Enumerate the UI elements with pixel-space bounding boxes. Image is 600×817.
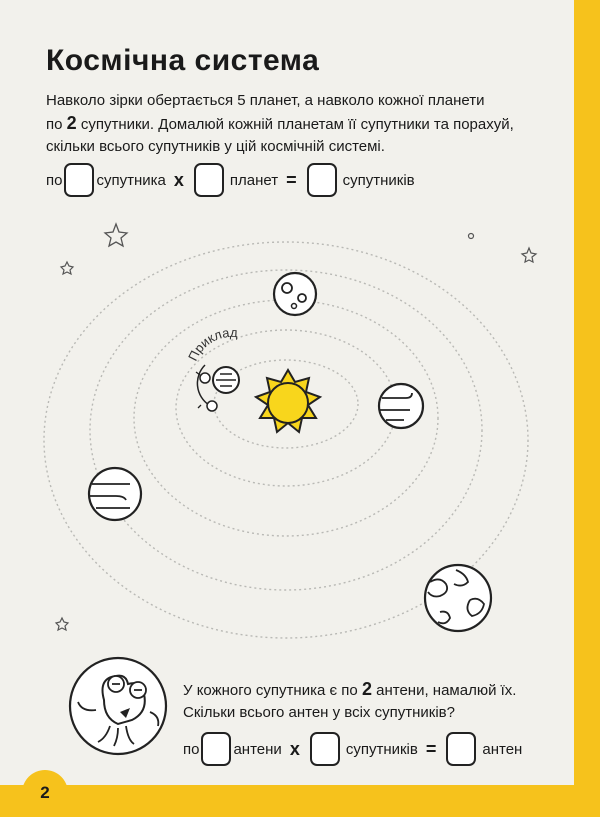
star-icon	[61, 262, 73, 274]
page-number: 2	[22, 770, 68, 816]
question-antennas	[183, 678, 516, 724]
eq1-word-satellite: супутника	[96, 171, 166, 189]
intro-number: 2	[66, 113, 77, 133]
star-icon	[522, 248, 536, 262]
planet-left-icon	[89, 468, 141, 520]
eq2-word-antenna: антени	[233, 740, 282, 758]
eq2-word-po: по	[183, 740, 200, 758]
star-icon	[105, 224, 127, 246]
q2-line-2: Скільки всього антен у всіх супутників?	[183, 704, 455, 721]
orbit-4	[90, 270, 482, 590]
sun-icon	[256, 370, 320, 432]
equation-antennas	[183, 732, 522, 766]
eq1-word-satellites: супутників	[342, 171, 415, 189]
intro-line-2-pre: по	[46, 116, 67, 133]
planet-bottom-right-icon	[425, 565, 491, 631]
eq2-equals-sign: =	[425, 738, 437, 759]
eq2-answer-box-2[interactable]	[310, 732, 340, 766]
eq2-answer-box-3[interactable]	[446, 732, 476, 766]
page-title: Космічна система	[46, 44, 320, 77]
intro-line-1: Навколо зірки обертається 5 планет, а навколо кожної планети	[46, 92, 485, 109]
eq1-word-po: по	[46, 171, 63, 189]
eq1-word-planets: планет	[229, 171, 279, 189]
q2-number: 2	[361, 679, 372, 699]
intro-line-3: скільки всього супутників у цій космічній системі.	[46, 138, 385, 155]
example-planet-icon	[196, 365, 239, 411]
q2-line-1-pre: У кожного супутника є по	[183, 682, 362, 699]
small-dot-icon	[469, 234, 474, 239]
example-label: Приклад	[185, 324, 239, 364]
eq2-multiply-sign: x	[289, 738, 300, 759]
eq2-answer-box-1[interactable]	[201, 732, 231, 766]
eq2-word-satellites: супутників	[345, 740, 418, 758]
planet-right-icon	[379, 384, 423, 428]
planet-top-icon	[274, 273, 316, 315]
eq1-equals-sign: =	[286, 169, 297, 190]
q2-line-1-post: антени, намалюй їх.	[371, 682, 517, 699]
eq1-multiply-sign: x	[173, 169, 184, 190]
intro-line-2-post: супутники. Домалюй кожній планетам її супутники та порахуй,	[76, 116, 514, 133]
star-icon	[56, 618, 68, 630]
alien-character-icon	[70, 658, 166, 754]
eq2-word-antennas: антен	[482, 740, 523, 758]
right-accent-strip	[574, 0, 600, 817]
